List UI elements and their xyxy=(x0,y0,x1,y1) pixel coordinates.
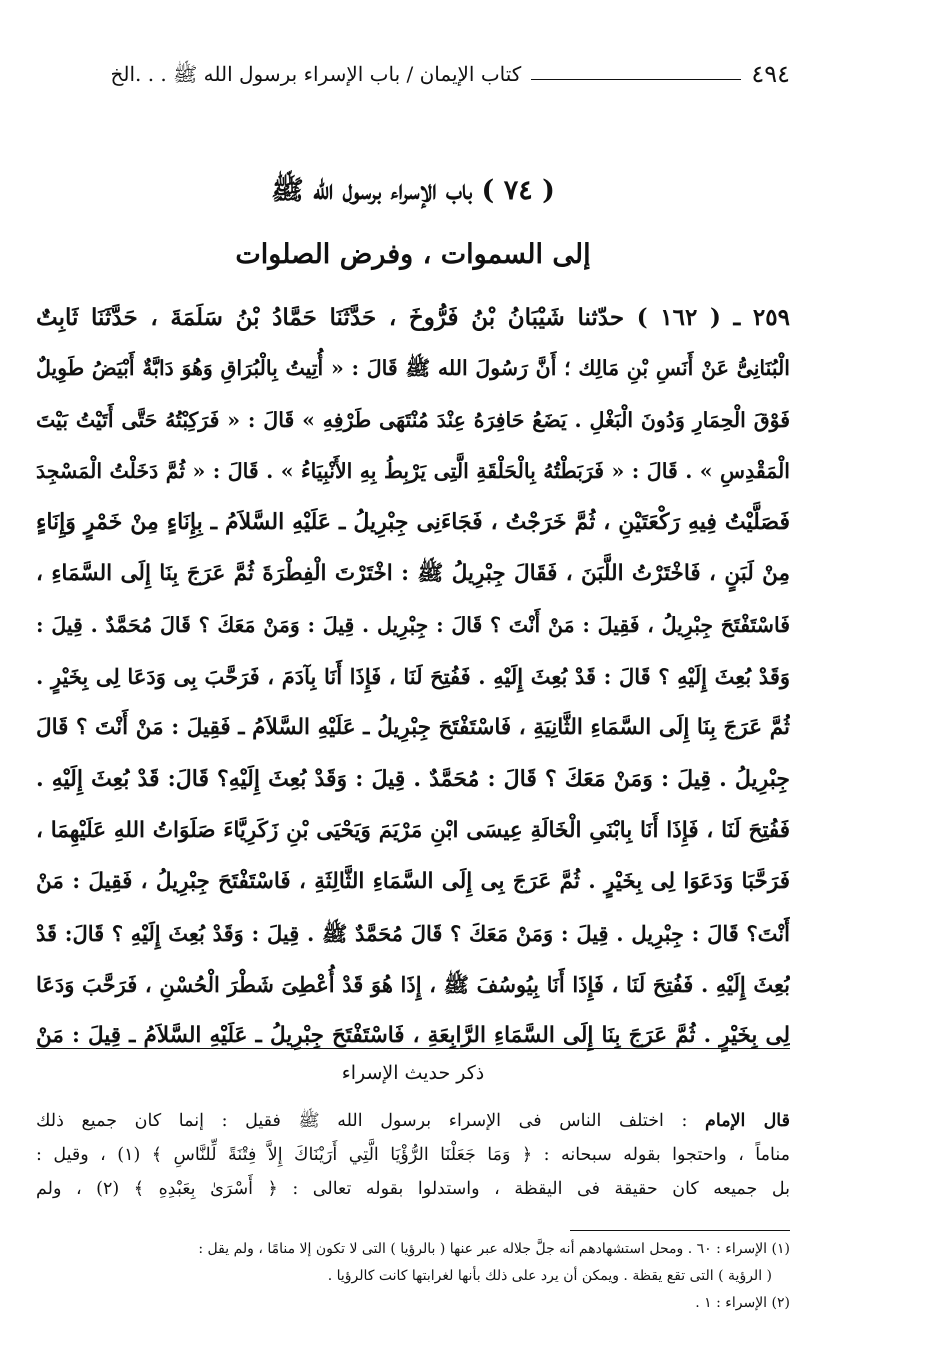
hadith-line: فَفُتِحَ لَنَا ، فَإِذَا أَنَا بِابْنَىِ الْخَالَةِ عِيسَى ابْنِ مَرْيَمَ وَيَحْيَى بْنِ زَكَرِيَّاءَ صَلَوَاتُ اللهِ عَلَيْهِمَا ، xyxy=(36,817,790,843)
hadith-line: فَرَحَّبَا وَدَعَوَا لِى بِخَيْرٍ . ثُمَّ عَرَجَ بِى إِلَى السَّمَاءِ الثَّالِثَةِ ، فَاسْتَفْتَحَ جِبْرِيلُ ، فَقِيلَ : مَنْ xyxy=(36,869,790,895)
page-number: ٤٩٤ xyxy=(751,60,790,88)
commentary-line: مناماً ، واحتجوا بقوله سبحانه : ﴿ وَمَا جَعَلْنَا الرُّؤْيَا الَّتِي أَرَيْنَاكَ إِلاَّ فِتْنَةً لِّلنَّاسِ ﴾ (١) ، وقيل : xyxy=(36,1145,790,1165)
chapter-subtitle: إلى السموات ، وفرض الصلوات xyxy=(235,239,591,270)
hadith-line: الْبُنَانِىُّ عَنْ أَنَسِ بْنِ مَالِك ؛ أَنَّ رَسُولَ الله ﷺ قَالَ : « أُتِيتُ بِالْبُرَاقِ وَهُوَ دَابَّةٌ أَبْيَضُ طَوِيلٌ xyxy=(36,356,790,381)
hadith-text xyxy=(36,292,790,1061)
section-divider xyxy=(36,1048,790,1049)
footnote-line: (١) الإسراء : ٦٠ . ومحل استشهادهم أنه جلَّ جلاله عبر عنها ( بالرؤيا ) التى لا تكون إلا منامًا ، ولم يقل : xyxy=(198,1241,790,1257)
running-header xyxy=(36,52,790,96)
footnote-line: ( الرؤية ) التى تقع يقظة . ويمكن أن يرد على ذلك بأنها لغرابتها كانت كالرؤيا . xyxy=(327,1268,772,1284)
footnote-line: (٢) الإسراء : ١ . xyxy=(695,1295,790,1311)
hadith-line: وَقَدْ بُعِثَ إِلَيْهِ ؟ قَالَ : قَدْ بُعِثَ إِلَيْهِ . فَفُتِحَ لَنَا ، فَإِذَا أَنَا بِآدَمَ ، فَرَحَّبَ بِى وَدَعَا لِى بِخَيْرٍ . xyxy=(36,664,790,690)
chapter-title: ( ٧٤ ) باب الإسراء برسول الله ﷺ xyxy=(271,175,555,206)
footnote-divider xyxy=(570,1230,790,1231)
commentary-line xyxy=(36,1104,790,1138)
commentary-text xyxy=(36,1104,790,1206)
hadith-line: جِبْرِيلُ . قِيلَ : وَمَنْ مَعَكَ ؟ قَالَ : مُحَمَّدٌ . قِيلَ : وَقَدْ بُعِثَ إِلَيْهِ؟ قَالَ: قَدْ بُعِثَ إِلَيْهِ . xyxy=(36,765,790,792)
hadith-line: بُعِثَ إِلَيْهِ . فَفُتِحَ لَنَا ، فَإِذَا أَنَا بِيُوسُفَ ﷺ ، إِذَا هُوَ قَدْ أُعْطِىَ شَطْرَ الْحُسْنِ ، فَرَحَّبَ وَدَعَا xyxy=(36,971,790,997)
hadith-line: فَاسْتَفْتَحَ جِبْرِيلُ ، فَقِيلَ : مَنْ أَنْتَ ؟ قَالَ : جِبْرِيل . قِيلَ : وَمَنْ مَعَكَ ؟ قَالَ مُحَمَّدٌ . قِيلَ : xyxy=(36,612,790,637)
commentary-heading: ذكر حديث الإسراء xyxy=(341,1062,485,1084)
hadith-line: ٢٥٩ ـ ( ١٦٢ ) حدّثنا شَيْبَانُ بْنُ فَرُّوخَ ، حَدَّثَنَا حَمَّادُ بْنُ سَلَمَةَ ، حَدَّثَنَا ثَابِتٌ xyxy=(36,304,790,331)
commentary-line: بل جميعه كان حقيقة فى اليقظة ، واستدلوا بقوله تعالى : ﴿ أَسْرَىٰ بِعَبْدِهِ ﴾ (٢) ، ولم xyxy=(36,1179,790,1199)
hadith-line: فَصَلَّيْتُ فِيهِ رَكْعَتَيْنِ ، ثُمَّ خَرَجْتُ ، فَجَاءَنِى جِبْرِيلُ ـ عَلَيْهِ السَّلاَمُ ـ بِإِنَاءٍ مِنْ خَمْرٍ وَإِنَاءٍ xyxy=(36,509,790,536)
running-header-title: كتاب الإيمان / باب الإسراء برسول الله ﷺ . . .الخ xyxy=(110,62,522,86)
hadith-line: فَوْقَ الْحِمَارِ وَدُونَ الْبَغْلِ . يَضَعُ حَافِرَهُ عِنْدَ مُنْتَهَى طَرْفِهِ » قَالَ : « فَرَكِبْتُهُ حَتَّى أَتَيْتُ بَيْتَ xyxy=(36,407,790,432)
hadith-line: الْمَقْدِسِ » . قَالَ : « فَرَبَطْتُهُ بِالْحَلْقَةِ الَّتِى يَرْبِطُ بِهِ الأَنْبِيَاءُ » . قَالَ : « ثُمَّ دَخَلْتُ الْمَسْجِدَ xyxy=(36,458,790,483)
hadith-line: لِى بِخَيْرٍ . ثُمَّ عَرَجَ بِنَا إِلَى السَّمَاءِ الرَّابِعَةِ ، فَاسْتَفْتَحَ جِبْرِيلُ ـ عَلَيْهِ السَّلاَمُ ـ قِيلَ : مَنْ xyxy=(36,1023,790,1049)
header-divider xyxy=(531,79,741,80)
hadith-line: ثُمَّ عَرَجَ بِنَا إِلَى السَّمَاءِ الثَّانِيَةِ ، فَاسْتَفْتَحَ جِبْرِيلُ ـ عَلَيْهِ السَّلاَمُ ـ فَقِيلَ : مَنْ أَنْتَ ؟ قَالَ xyxy=(36,715,790,741)
footnotes xyxy=(36,1236,790,1317)
commentary-line-rest: : اختلف الناس فى الإسراء برسول الله ﷺ فقيل : إنما كان جميع ذلك xyxy=(36,1111,688,1131)
commentary-lead: قال الإمام xyxy=(705,1111,790,1131)
hadith-line: أَنْتَ؟ قَالَ : جِبْرِيل . قِيلَ : وَمَنْ مَعَكَ ؟ قَالَ مُحَمَّدٌ ﷺ . قِيلَ : وَقَدْ بُعِثَ إِلَيْهِ ؟ قَالَ: قَدْ xyxy=(36,920,790,946)
hadith-line: مِنْ لَبَنٍ ، فَاخْتَرْتُ اللَّبَنَ ، فَقَالَ جِبْرِيلُ ﷺ : اخْتَرْتَ الْفِطْرَةَ ثُمَّ عَرَجَ بِنَا إِلَى السَّمَاءِ ، xyxy=(36,561,790,587)
